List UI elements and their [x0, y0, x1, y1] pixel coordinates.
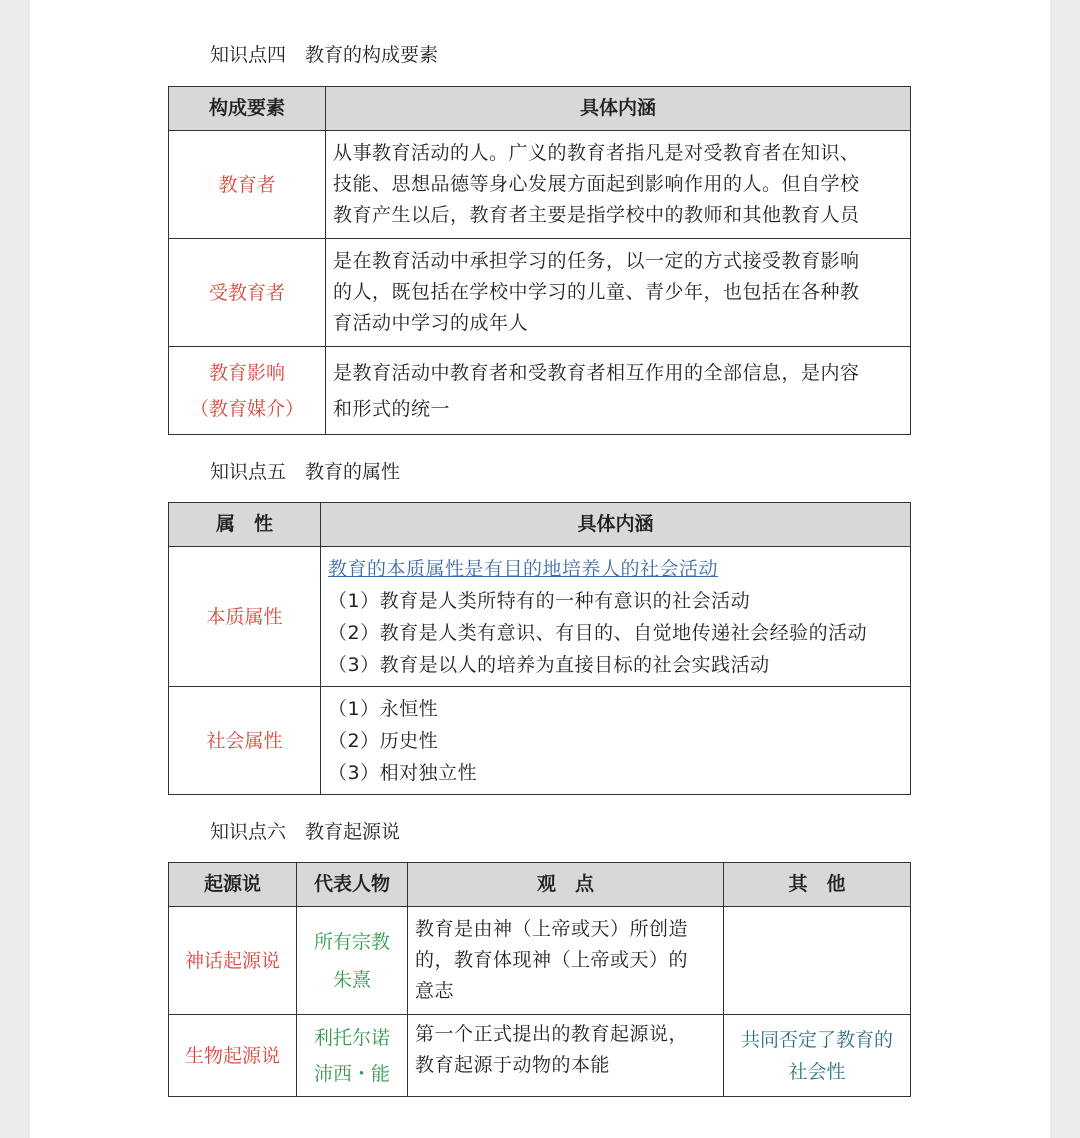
row-content	[321, 687, 911, 795]
document-page	[30, 0, 1050, 1138]
header-cell: 属 性	[169, 503, 321, 547]
table-header-row	[169, 863, 911, 907]
person-name: 所有宗教	[313, 930, 390, 953]
people-cell	[297, 907, 408, 1015]
row-content	[321, 547, 911, 687]
section4-heading: 知识点四 教育的构成要素	[210, 44, 439, 66]
row-label: 神话起源说	[169, 907, 297, 1015]
content-line: （3）相对独立性	[328, 761, 478, 784]
other-cell-empty	[724, 907, 911, 1015]
table-row	[169, 907, 911, 1015]
header-cell: 构成要素	[169, 87, 326, 131]
section6-table	[168, 862, 911, 1097]
content-line: 技能、思想品德等身心发展方面起到影响作用的人。但自学校	[333, 173, 860, 195]
person-name: 利托尔诺	[313, 1026, 390, 1049]
table-row	[169, 131, 911, 239]
content-line: 是教育活动中教育者和受教育者相互作用的全部信息，是内容	[333, 361, 860, 384]
content-line: 教育是由神（上帝或天）所创造	[415, 918, 689, 940]
content-line: （1）教育是人类所特有的一种有意识的社会活动	[328, 589, 751, 612]
header-cell: 观 点	[408, 863, 724, 907]
row-label	[169, 131, 326, 239]
table-row	[169, 347, 911, 435]
content-line: 教育起源于动物的本能	[415, 1054, 611, 1076]
content-line: （2）教育是人类有意识、有目的、自觉地传递社会经验的活动	[328, 621, 868, 644]
label-text: 本质属性	[206, 605, 283, 628]
row-label	[169, 239, 326, 347]
header-cell: 代表人物	[297, 863, 408, 907]
other-text: 共同否定了教育的	[740, 1028, 893, 1051]
person-name: 沛西・能	[313, 1062, 390, 1085]
table-header-row	[169, 503, 911, 547]
header-cell: 具体内涵	[321, 503, 911, 547]
content-line: 是在教育活动中承担学习的任务，以一定的方式接受教育影响	[333, 250, 860, 272]
section5-heading: 知识点五 教育的属性	[210, 461, 401, 483]
label-text: （教育媒介）	[189, 397, 304, 420]
label-text: 教育影响	[208, 361, 285, 384]
row-label	[169, 347, 326, 435]
row-label	[169, 547, 321, 687]
row-label	[169, 687, 321, 795]
row-label: 生物起源说	[169, 1015, 297, 1097]
label-text: 教育者	[218, 173, 276, 196]
content-line: （2）历史性	[328, 729, 439, 752]
people-cell	[297, 1015, 408, 1097]
row-content	[326, 347, 911, 435]
content-line: 从事教育活动的人。广义的教育者指凡是对受教育者在知识、	[333, 142, 860, 164]
content-line: （1）永恒性	[328, 697, 439, 720]
table-row	[169, 239, 911, 347]
section6-heading: 知识点六 教育起源说	[210, 821, 401, 843]
content-line: 的人，既包括在学校中学习的儿童、青少年，也包括在各种教	[333, 281, 860, 303]
label-text: 受教育者	[208, 281, 285, 304]
section4-table	[168, 86, 911, 435]
content-line: 意志	[415, 980, 455, 1002]
view-cell	[408, 907, 724, 1015]
section5-table	[168, 502, 911, 795]
content-line: 的，教育体现神（上帝或天）的	[415, 949, 689, 971]
header-cell: 起源说	[169, 863, 297, 907]
other-text: 社会性	[788, 1060, 846, 1083]
table-header-row	[169, 87, 911, 131]
content-line: 教育产生以后，教育者主要是指学校中的教师和其他教育人员	[333, 204, 860, 226]
table-row	[169, 687, 911, 795]
person-name: 朱熹	[332, 968, 371, 991]
essence-link[interactable]: 教育的本质属性是有目的地培养人的社会活动	[328, 557, 719, 580]
content-line: 第一个正式提出的教育起源说，	[415, 1023, 689, 1045]
content-line: （3）教育是以人的培养为直接目标的社会实践活动	[328, 653, 770, 676]
content-line: 和形式的统一	[333, 397, 451, 420]
label-text: 社会属性	[206, 729, 283, 752]
other-cell	[724, 1015, 911, 1097]
content-line: 育活动中学习的成年人	[333, 312, 529, 334]
table-row	[169, 547, 911, 687]
row-content	[326, 239, 911, 347]
header-cell: 其 他	[724, 863, 911, 907]
row-content	[326, 131, 911, 239]
view-cell	[408, 1015, 724, 1097]
header-cell: 具体内涵	[326, 87, 911, 131]
table-row	[169, 1015, 911, 1097]
